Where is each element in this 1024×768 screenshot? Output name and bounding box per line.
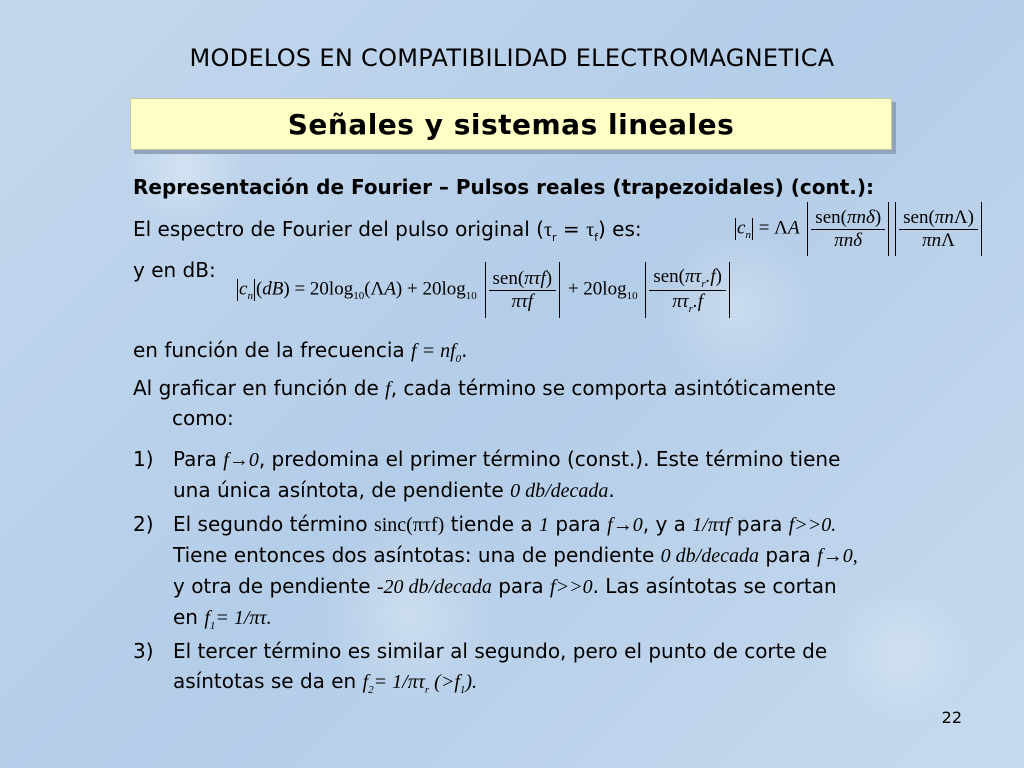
formula: (>f <box>429 671 460 693</box>
intro-text-2: , cada término se comporta asintóticamente <box>390 376 836 400</box>
subtitle-text: Señales y sistemas lineales <box>287 107 735 141</box>
section-heading: Representación de Fourier – Pulsos reales (trapezoidales) (cont.): <box>133 175 875 199</box>
tau-symbol: τ <box>586 219 595 241</box>
text: para <box>555 512 601 536</box>
text: El tercer término es similar al segundo, pero el punto de corte de <box>173 639 828 663</box>
subscript: 1 <box>209 620 216 632</box>
text: y otra de pendiente <box>173 574 371 598</box>
item-text <box>173 444 993 506</box>
formula: f>>0. <box>788 514 837 536</box>
formula: f>>0 <box>550 576 593 598</box>
formula: = 1/πτ. <box>215 607 272 629</box>
frequency-text: en función de la frecuencia <box>133 338 405 362</box>
text: Tiene entonces dos asíntotas: una de pendiente <box>173 543 655 567</box>
db-formula: $c_n$ $(dB) = 20\log_{10}(\Lambda A) + 20\log_{10}$ $\frac{\text{sen(πτf)}}{\text{πτf}}$ + $20\log_{10}$ $\frac{sen(\pi\tau_r.f)}{\pi\tau_r.f}$ <box>236 262 733 318</box>
formula: f→0 <box>223 449 259 471</box>
fraction: $\frac{\text{sen(πτf)}}{\text{πτf}}$ <box>489 268 557 313</box>
item-number: 2) <box>133 512 154 536</box>
asymptote-intro <box>133 376 836 401</box>
text: , predomina el primer término (const.). Este término tiene <box>258 447 841 471</box>
spectrum-line <box>133 217 642 244</box>
sub-f: f <box>594 231 598 244</box>
frequency-formula: f = nf <box>411 340 456 362</box>
item-text <box>173 636 993 705</box>
formula: f <box>362 671 369 693</box>
text: , y a <box>642 512 686 536</box>
db-label: y en dB: <box>133 258 216 282</box>
text: Para <box>173 447 217 471</box>
text: asíntotas se da en <box>173 669 357 693</box>
subtitle-box <box>130 98 892 150</box>
formula: sinc(πτf) <box>373 514 445 536</box>
list-item <box>133 444 993 504</box>
formula: 1 <box>539 514 550 536</box>
subscript: 1 <box>459 684 466 696</box>
period: . <box>461 338 468 362</box>
slide-header: MODELOS EN COMPATIBILIDAD ELECTROMAGNETICA <box>189 44 835 72</box>
text: para <box>498 574 544 598</box>
text: en <box>173 605 198 629</box>
item-text <box>173 509 993 641</box>
spectrum-text: El espectro de Fourier del pulso original ( <box>133 217 544 241</box>
text: . <box>608 478 615 502</box>
subscript: r <box>424 684 430 696</box>
formula: 0 db/decada <box>660 545 759 567</box>
intro-text: Al graficar en función de <box>133 376 379 400</box>
sub-zero: 0 <box>455 353 462 365</box>
text: . Las asíntotas se cortan <box>592 574 837 598</box>
item-number: 1) <box>133 447 154 471</box>
fraction: $\frac{\text{sen(πnΛ)}}{\text{πnΛ}}$ <box>899 207 978 252</box>
formula: = 1/πτ <box>373 671 425 693</box>
sub-r: r <box>552 231 557 244</box>
formula: 1/πτf <box>692 514 731 536</box>
formula: f→0, <box>817 545 858 567</box>
equals: = <box>556 217 587 241</box>
spectrum-formula: $c_n = \Lambda A$ $\frac{\text{sen(πnδ)}}{\text{πnδ}}$ $\frac{\text{sen(πnΛ)}}{\text{πnΛ}}$ <box>734 202 985 256</box>
tau-symbol: τ <box>544 219 553 241</box>
text: para <box>765 543 811 567</box>
formula: 0 db/decada <box>510 480 609 502</box>
fraction: $\frac{sen(\pi\tau_r.f)}{\pi\tau_r.f}$ <box>649 266 726 315</box>
formula: f→0 <box>607 514 643 536</box>
formula: -20 db/decada <box>376 576 492 598</box>
list-item <box>133 636 993 698</box>
formula: ). <box>465 671 478 693</box>
frequency-line <box>133 338 468 365</box>
formula: f <box>204 607 210 629</box>
spectrum-text-end: ) es: <box>597 217 642 241</box>
text: una única asíntota, de pendiente <box>173 478 504 502</box>
fraction: $\frac{\text{sen(πnδ)}}{\text{πnδ}}$ <box>811 207 885 252</box>
text: para <box>736 512 783 536</box>
subscript: 2 <box>368 684 374 696</box>
text: tiende a <box>450 512 533 536</box>
text: El segundo término <box>173 512 368 536</box>
list-item <box>133 509 993 631</box>
item-number: 3) <box>133 639 154 663</box>
asymptote-intro-cont: como: <box>172 406 234 430</box>
f-symbol: f <box>385 378 391 400</box>
page-number: 22 <box>941 708 962 727</box>
